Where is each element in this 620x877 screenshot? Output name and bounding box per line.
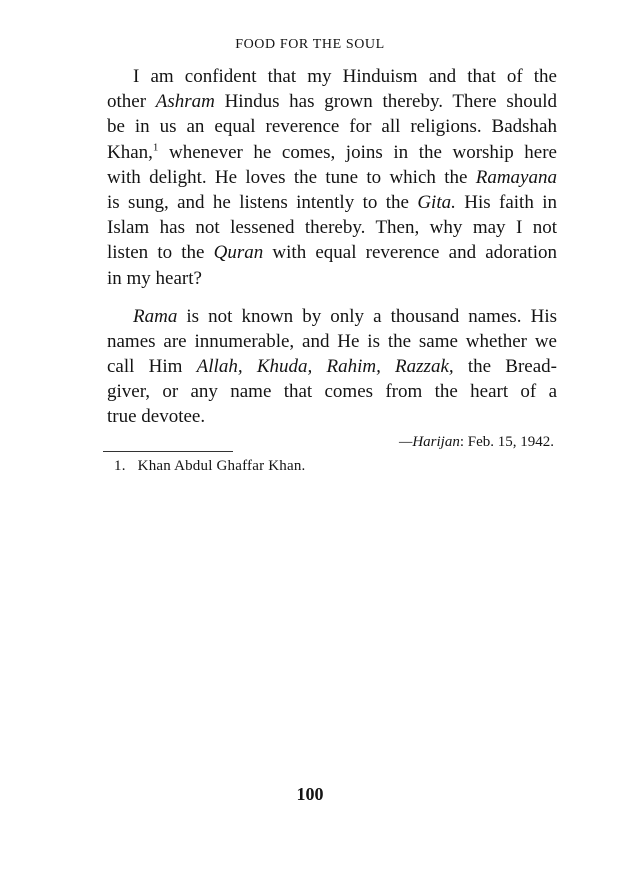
text-line: call Him Allah, Khuda, Rahim, Razzak, the Bread- [107, 356, 558, 378]
paragraph-gap [107, 291, 557, 304]
source-citation [399, 434, 554, 451]
italic-term: Ashram [155, 91, 215, 113]
text-line: with delight. He loves the tune to which the Ramayana [107, 166, 557, 188]
text-line: Islam has not lessened thereby. Then, why may I not [107, 217, 557, 239]
text-line: names are innumerable, and He is the same whether we [107, 330, 557, 352]
text-line: be in us an equal reverence for all religions. Badshah [107, 116, 557, 138]
text-line: other Ashram Hindus has grown thereby. There should [107, 91, 557, 113]
text-line: in my heart? [107, 267, 202, 289]
text-line: Rama is not known by only a thousand names. His [133, 305, 557, 327]
text-line: true devotee. [107, 406, 206, 428]
italic-term: Allah, Khuda, Rahim, Razzak, [196, 356, 454, 378]
source-title: —Harijan [398, 434, 460, 450]
text-line: giver, or any name that comes from the heart of a [107, 381, 557, 403]
page-number: 100 [296, 784, 324, 804]
italic-term: Rama [133, 305, 178, 327]
text-line: I am confident that my Hinduism and that of the [133, 66, 557, 87]
footnote-text: Khan Abdul Ghaffar Khan. [137, 458, 306, 474]
source-date: : Feb. 15, 1942. [459, 434, 554, 450]
italic-term: Gita. [417, 191, 456, 213]
text-line: is sung, and he listens intently to the Gita. His faith in [107, 191, 557, 213]
paragraph-1 [107, 64, 557, 291]
text-line: listen to the Quran with equal reverence and adoration [107, 242, 557, 264]
paragraph-2 [107, 304, 557, 430]
footnote-divider [103, 451, 233, 452]
footnote-number: 1. [114, 458, 126, 474]
text-line: Khan,$^1$ whenever he comes, joins in the worship here [107, 141, 557, 163]
footnote-marker: 1 [152, 141, 159, 154]
running-head: FOOD FOR THE SOUL [235, 37, 385, 52]
italic-term: Quran [213, 242, 264, 264]
footnote [114, 458, 305, 475]
body-text [107, 64, 557, 430]
italic-term: Ramayana [475, 166, 557, 188]
